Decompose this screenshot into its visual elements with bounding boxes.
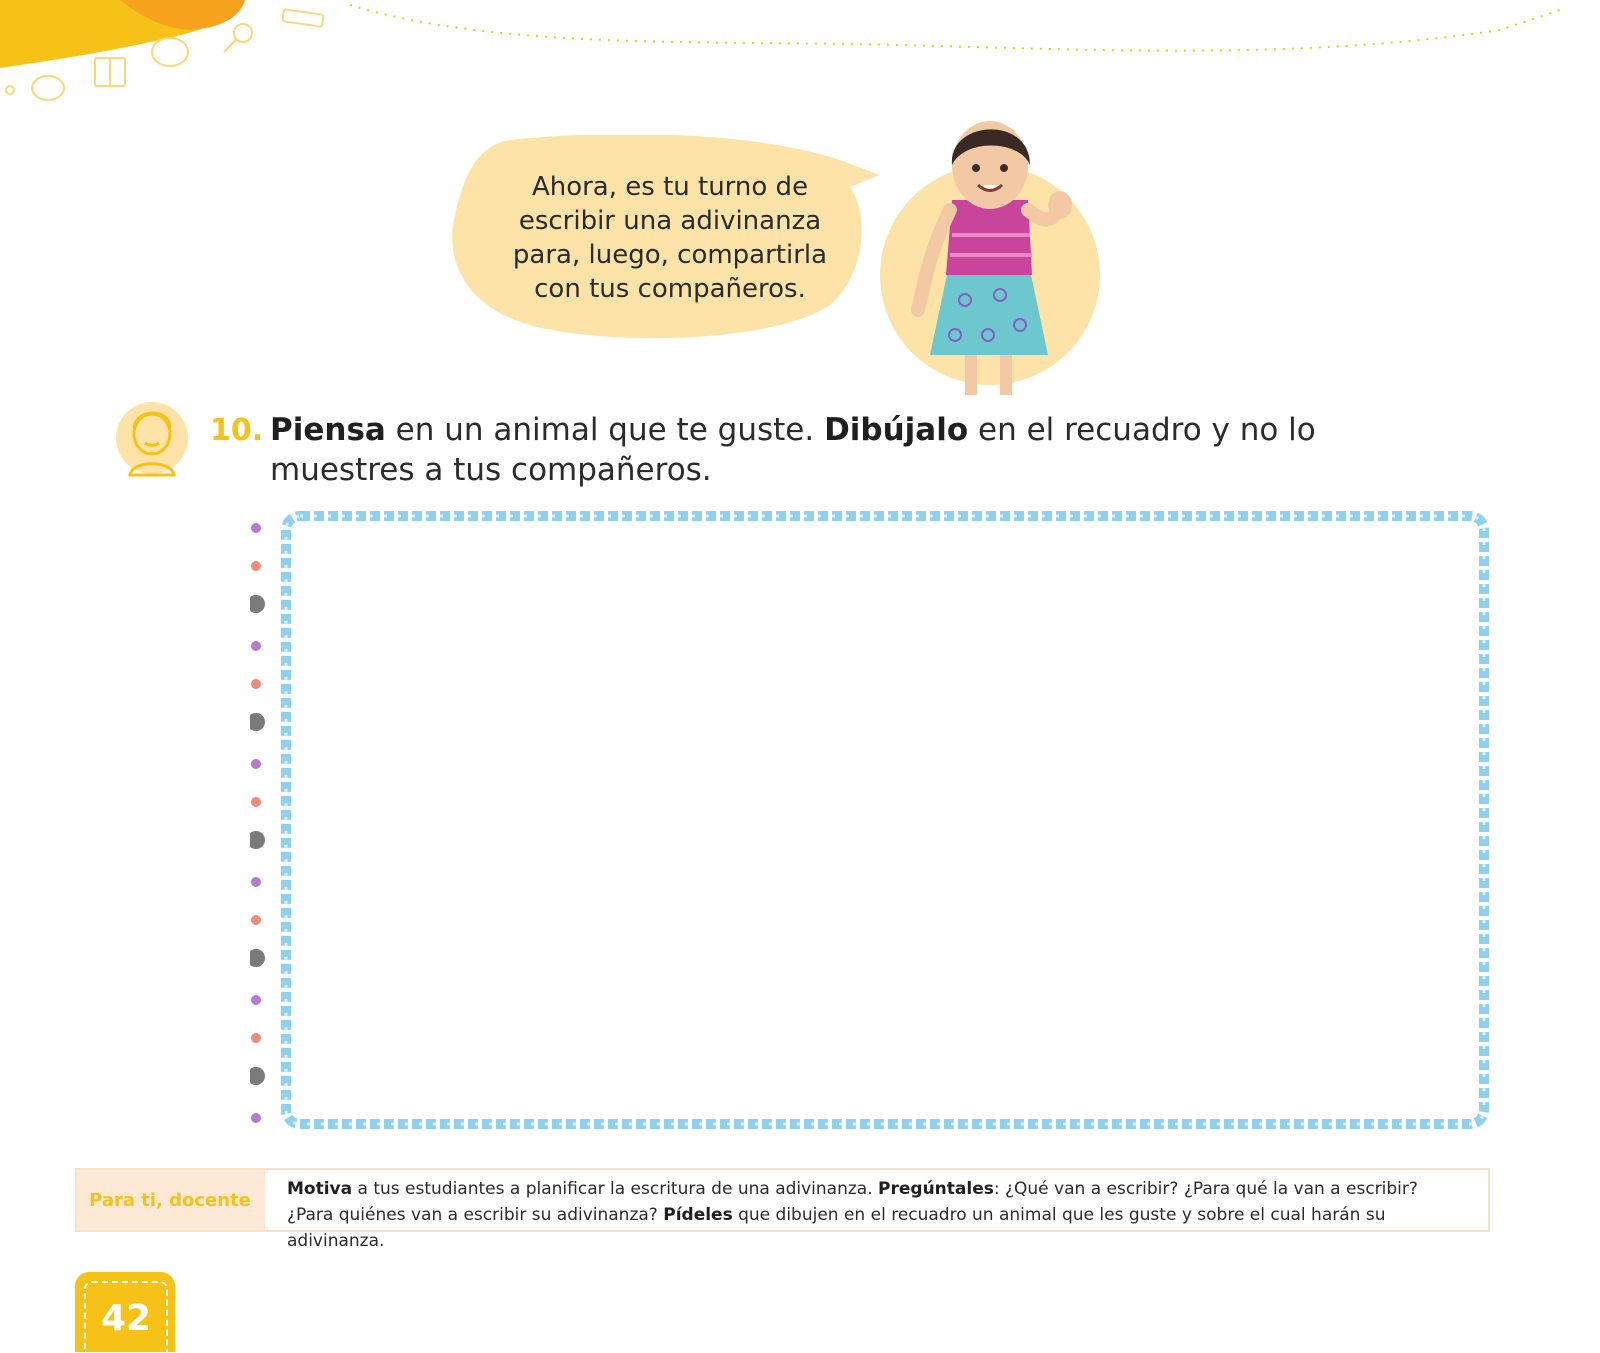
- activity-instruction: [270, 410, 1450, 490]
- activity-text-part: en el recuadro y no lo muestres a tus compañeros.: [270, 412, 1316, 488]
- notebook-dots: [250, 510, 280, 1130]
- notebook-dot: [251, 523, 261, 533]
- notebook-dot: [251, 679, 261, 689]
- drawing-area[interactable]: [280, 510, 1490, 1130]
- teacher-note-tag: Para ti, docente: [89, 1189, 251, 1211]
- notebook-dot: [250, 831, 265, 849]
- girl-illustration: [870, 110, 1110, 400]
- notebook-dot: [251, 759, 261, 769]
- activity-verb-draw: Dibújalo: [824, 412, 969, 448]
- notebook-dot: [251, 797, 261, 807]
- notebook-dot: [251, 915, 261, 925]
- teacher-note-bold: Motiva: [287, 1179, 353, 1199]
- notebook-dot: [251, 1033, 261, 1043]
- bubble-line: Ahora, es tu turno de: [531, 172, 809, 202]
- activity-text-part: en un animal que te guste.: [385, 412, 825, 448]
- activity-number: 10.: [210, 413, 264, 448]
- activity-verb-think: Piensa: [270, 412, 386, 448]
- student-icon: [112, 400, 196, 484]
- notebook-dot: [250, 713, 265, 731]
- notebook-dot: [251, 641, 261, 651]
- header-decoration: [0, 0, 1600, 120]
- teacher-note-text: que dibujen en el recuadro un animal que les guste y sobre el cual harán su adivinanza.: [287, 1205, 1386, 1251]
- bubble-line: para, luego, compartirla: [512, 240, 828, 270]
- notebook-dot: [250, 949, 265, 967]
- teacher-note-bold: Pídeles: [663, 1205, 733, 1225]
- notebook-dot: [251, 877, 261, 887]
- teacher-note-text: a tus estudiantes a planificar la escritura de una adivinanza.: [352, 1179, 879, 1199]
- notebook-dot: [250, 1067, 265, 1085]
- teacher-note-text: : ¿Qué van a escribir? ¿Para qué la van a escribir? ¿Para quiénes van a escribir su adivinanza?: [287, 1179, 1418, 1225]
- bubble-line: con tus compañeros.: [534, 274, 806, 304]
- page-number: 42: [84, 1281, 168, 1353]
- notebook-dot: [251, 995, 261, 1005]
- teacher-note-bold: Pregúntales: [878, 1179, 994, 1199]
- notebook-dot: [251, 1113, 261, 1123]
- bubble-text: [480, 170, 860, 306]
- notebook-dot: [251, 561, 261, 571]
- bubble-line: escribir una adivinanza: [518, 206, 822, 236]
- teacher-note-body: [265, 1170, 1488, 1251]
- notebook-dot: [250, 595, 265, 613]
